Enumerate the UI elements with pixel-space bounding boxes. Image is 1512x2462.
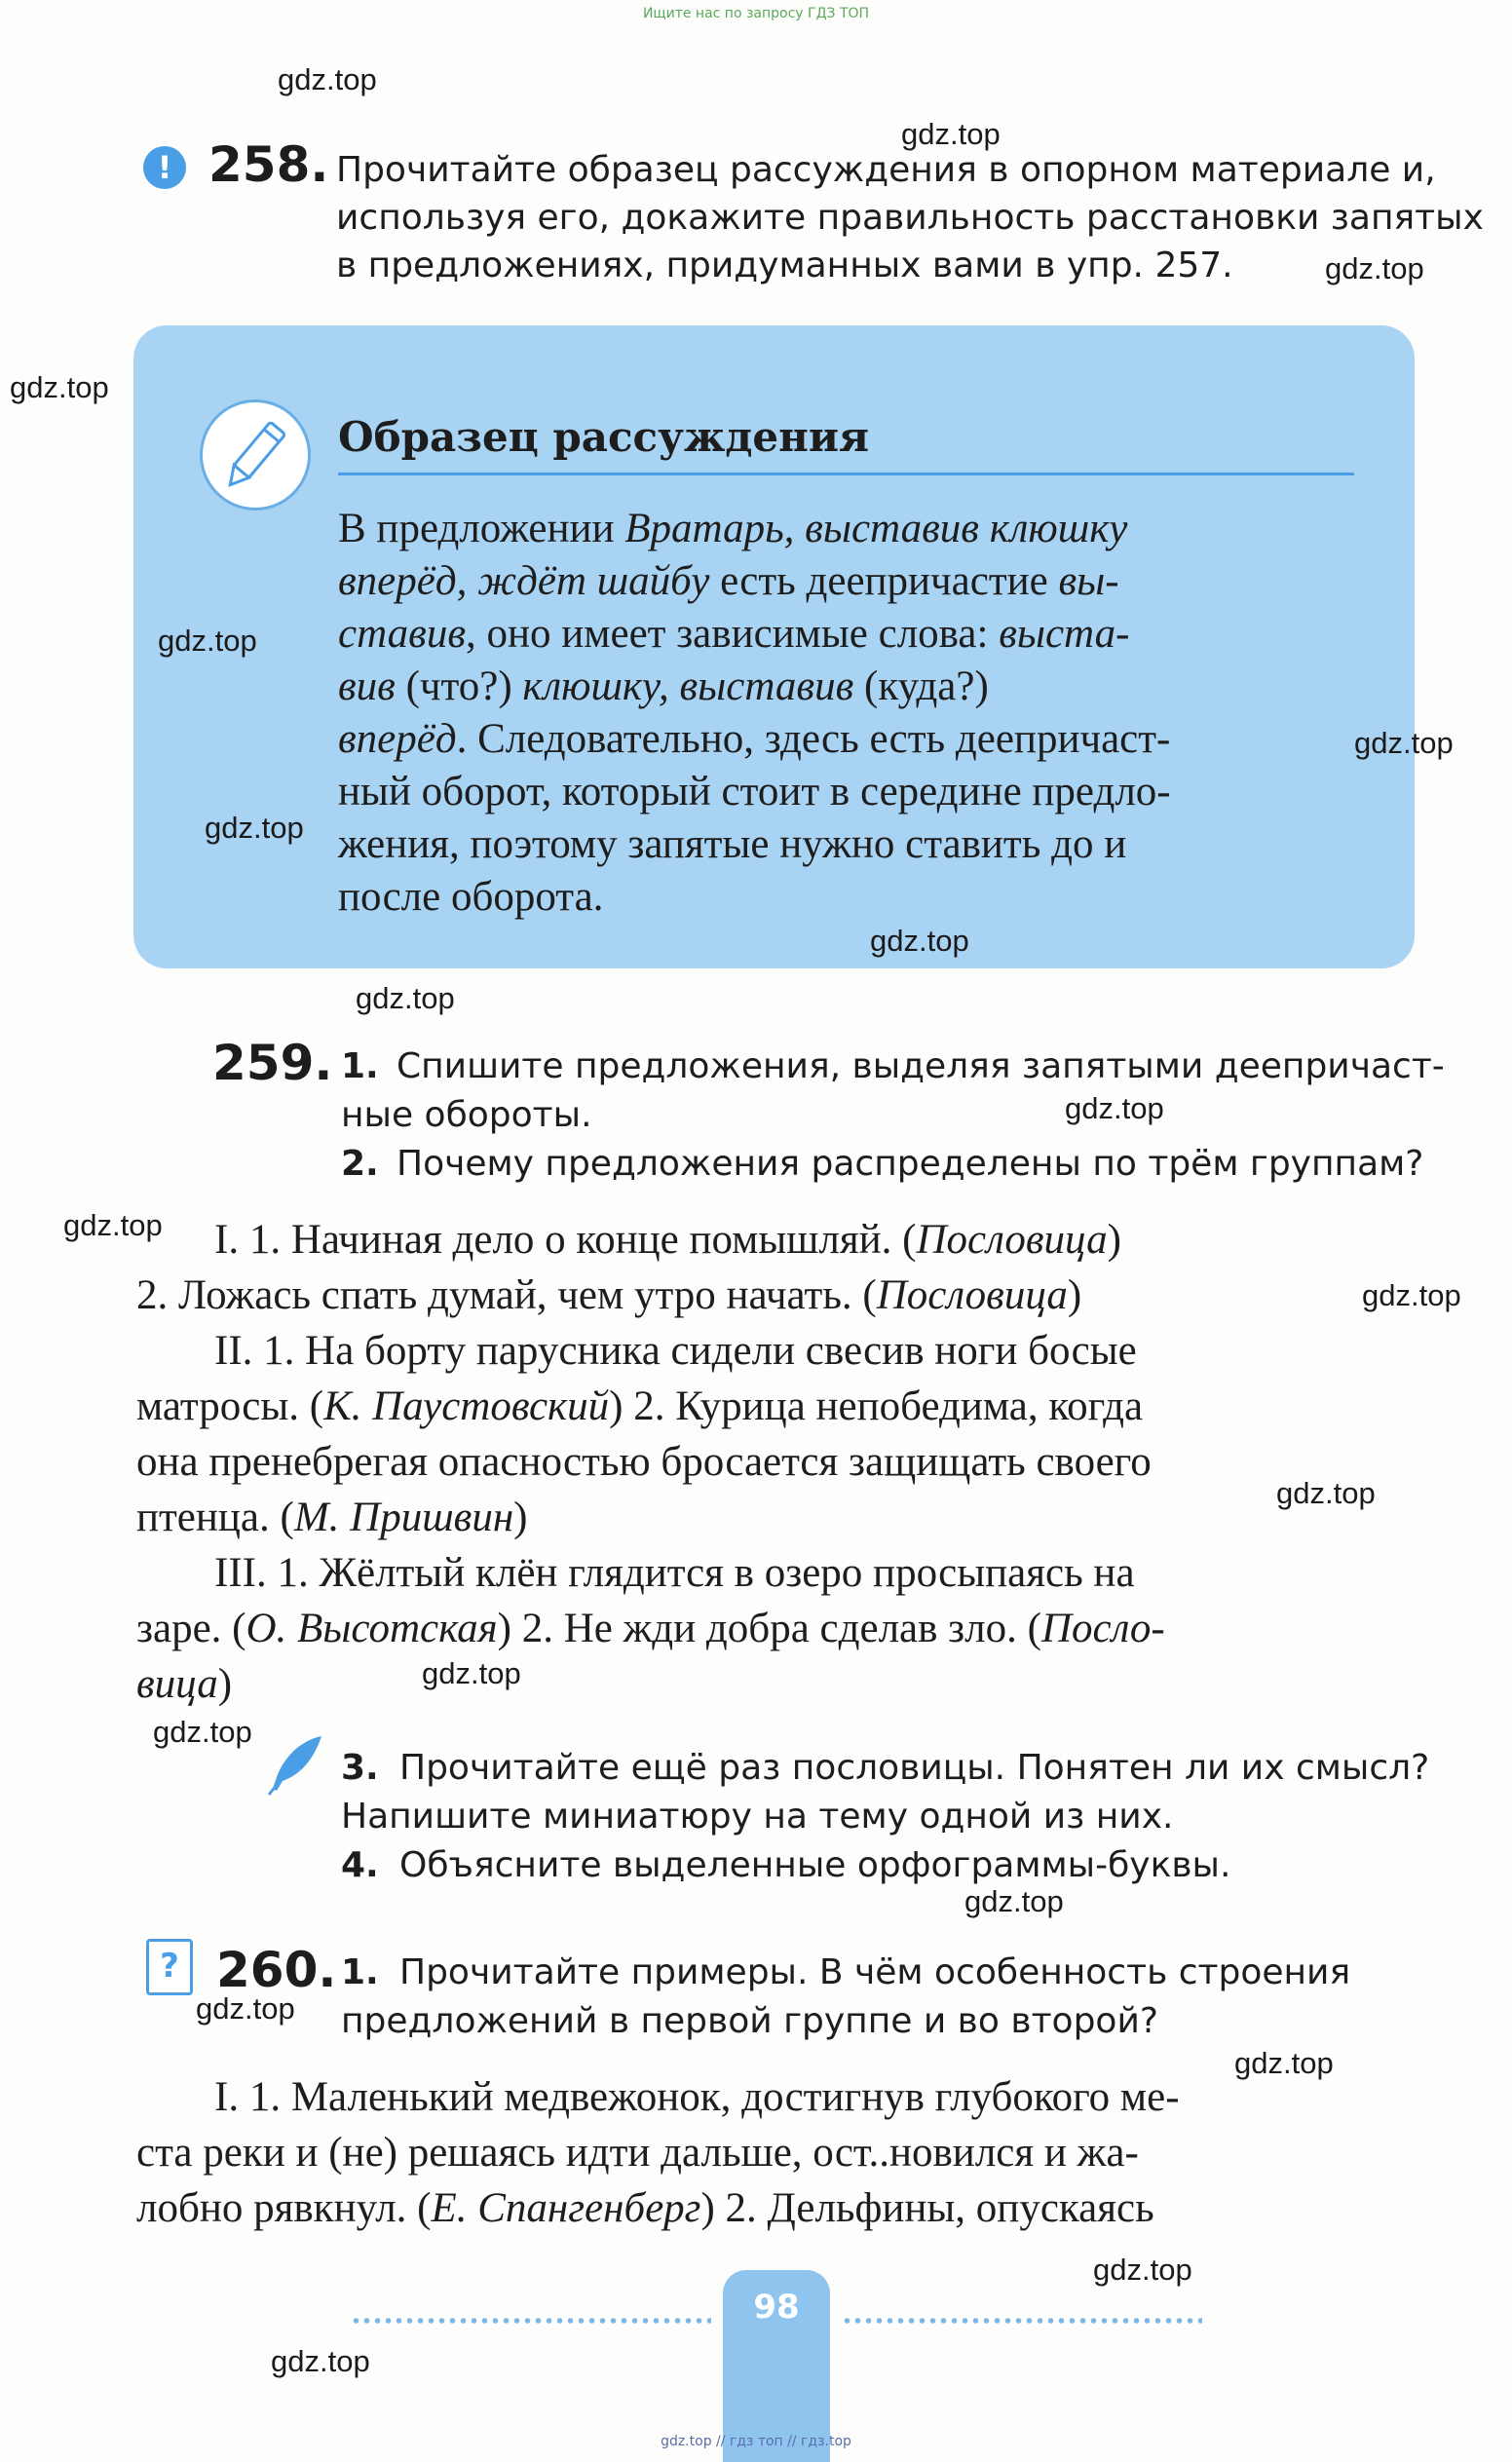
- footer-dots-left: [351, 2317, 711, 2325]
- exercise-number-260: 260.: [216, 1942, 337, 1998]
- sentence-line: 2. Ложась спать думай, чем утро начать. (Пословица): [136, 1272, 1082, 1318]
- sentence-line: лобно рявкнул. (Е. Спангенберг) 2. Дельфины, опускаясь: [136, 2185, 1154, 2231]
- watermark: gdz.top: [901, 117, 1001, 151]
- sample-line: вперёд. Следовательно, здесь есть деепричаст-: [338, 716, 1171, 762]
- top-note: Ищите нас по запросу ГДЗ ТОП: [642, 6, 870, 21]
- ex258-line: в предложениях, придуманных вами в упр. 257.: [336, 246, 1233, 285]
- task-number: 1.: [341, 1046, 379, 1086]
- watermark: gdz.top: [1234, 2046, 1334, 2080]
- watermark: gdz.top: [153, 1715, 252, 1749]
- watermark: gdz.top: [1093, 2253, 1192, 2287]
- sample-line: ный оборот, который стоит в середине предло-: [338, 769, 1171, 814]
- task-number: 2.: [341, 1144, 379, 1184]
- ex259-task3: Прочитайте ещё раз пословицы. Понятен ли их смысл?: [399, 1748, 1430, 1788]
- bottom-note: gdz.top // гдз топ // гдз.top: [661, 2434, 851, 2449]
- task-number: 1.: [341, 1952, 379, 1992]
- ex260-task1: Прочитайте примеры. В чём особенность строения: [399, 1952, 1351, 1992]
- footer-dots-right: [842, 2317, 1202, 2325]
- question-icon: ?: [146, 1939, 193, 1995]
- ex259-task4: Объясните выделенные орфограммы-буквы.: [399, 1845, 1231, 1885]
- sample-box-divider: [338, 473, 1354, 475]
- ex259-task2: Почему предложения распределены по трём группам?: [397, 1144, 1424, 1184]
- sample-line: жения, поэтому запятые нужно ставить до и: [338, 821, 1127, 867]
- watermark: gdz.top: [271, 2344, 370, 2378]
- watermark: gdz.top: [1325, 251, 1424, 285]
- sentence-line: она пренебрегая опасностью бросается защищать своего: [136, 1439, 1152, 1485]
- watermark: gdz.top: [1362, 1278, 1461, 1312]
- sample-line: вперёд, ждёт шайбу есть деепричастие вы-: [338, 558, 1119, 604]
- task-number: 3.: [341, 1748, 379, 1788]
- sample-line: В предложении Вратарь, выставив клюшку: [338, 506, 1128, 551]
- watermark: gdz.top: [1276, 1476, 1376, 1510]
- task-number: 4.: [341, 1845, 379, 1885]
- feather-icon: [263, 1732, 327, 1797]
- sentence-line: вица): [136, 1661, 233, 1707]
- pencil-icon: [200, 399, 311, 511]
- sentence-line: ста реки и (не) решаясь идти дальше, ост..новился и жа-: [136, 2130, 1139, 2176]
- watermark: gdz.top: [870, 924, 969, 958]
- watermark: gdz.top: [205, 811, 304, 845]
- ex260-task1: предложений в первой группе и во второй?: [341, 2001, 1158, 2041]
- sentence-line: птенца. (М. Пришвин): [136, 1495, 528, 1540]
- ex259-task3: Напишите миниатюру на тему одной из них.: [341, 1797, 1174, 1837]
- watermark: gdz.top: [1354, 726, 1454, 760]
- sentence-line: III. 1. Жёлтый клён глядится в озеро просыпаясь на: [214, 1550, 1135, 1596]
- sample-line: ставив, оно имеет зависимые слова: выста-: [338, 611, 1130, 657]
- sentence-line: матросы. (К. Паустовский) 2. Курица непобедима, когда: [136, 1383, 1144, 1429]
- ex258-line: используя его, докажите правильность расстановки запятых: [336, 198, 1484, 238]
- ex259-task1: ные обороты.: [341, 1095, 592, 1135]
- watermark: gdz.top: [1065, 1091, 1164, 1125]
- watermark: gdz.top: [964, 1884, 1064, 1918]
- watermark: gdz.top: [10, 370, 109, 404]
- sentence-line: заре. (О. Высотская) 2. Не жди добра сделав зло. (Посло-: [136, 1606, 1165, 1651]
- sentence-line: II. 1. На борту парусника сидели свесив ноги босые: [214, 1328, 1137, 1374]
- ex258-line: Прочитайте образец рассуждения в опорном материале и,: [336, 150, 1436, 190]
- sentence-line: I. 1. Начиная дело о конце помышляй. (Пословица): [214, 1217, 1121, 1263]
- watermark: gdz.top: [278, 62, 377, 96]
- exclamation-icon: !: [143, 146, 186, 189]
- sample-box-title: Образец рассуждения: [338, 413, 870, 461]
- sample-line: вив (что?) клюшку, выставив (куда?): [338, 663, 989, 709]
- sentence-line: I. 1. Маленький медвежонок, достигнув глубокого ме-: [214, 2074, 1180, 2120]
- watermark: gdz.top: [63, 1208, 163, 1242]
- ex259-task1: Спишите предложения, выделяя запятыми деепричаст-: [397, 1046, 1445, 1086]
- sample-line: после оборота.: [338, 874, 604, 920]
- watermark: gdz.top: [158, 624, 257, 658]
- watermark: gdz.top: [196, 1991, 295, 2026]
- exercise-number-258: 258.: [208, 136, 329, 193]
- exercise-number-259: 259.: [212, 1035, 333, 1091]
- watermark: gdz.top: [356, 981, 455, 1015]
- watermark: gdz.top: [422, 1656, 521, 1690]
- page-number: 98: [753, 2288, 800, 2327]
